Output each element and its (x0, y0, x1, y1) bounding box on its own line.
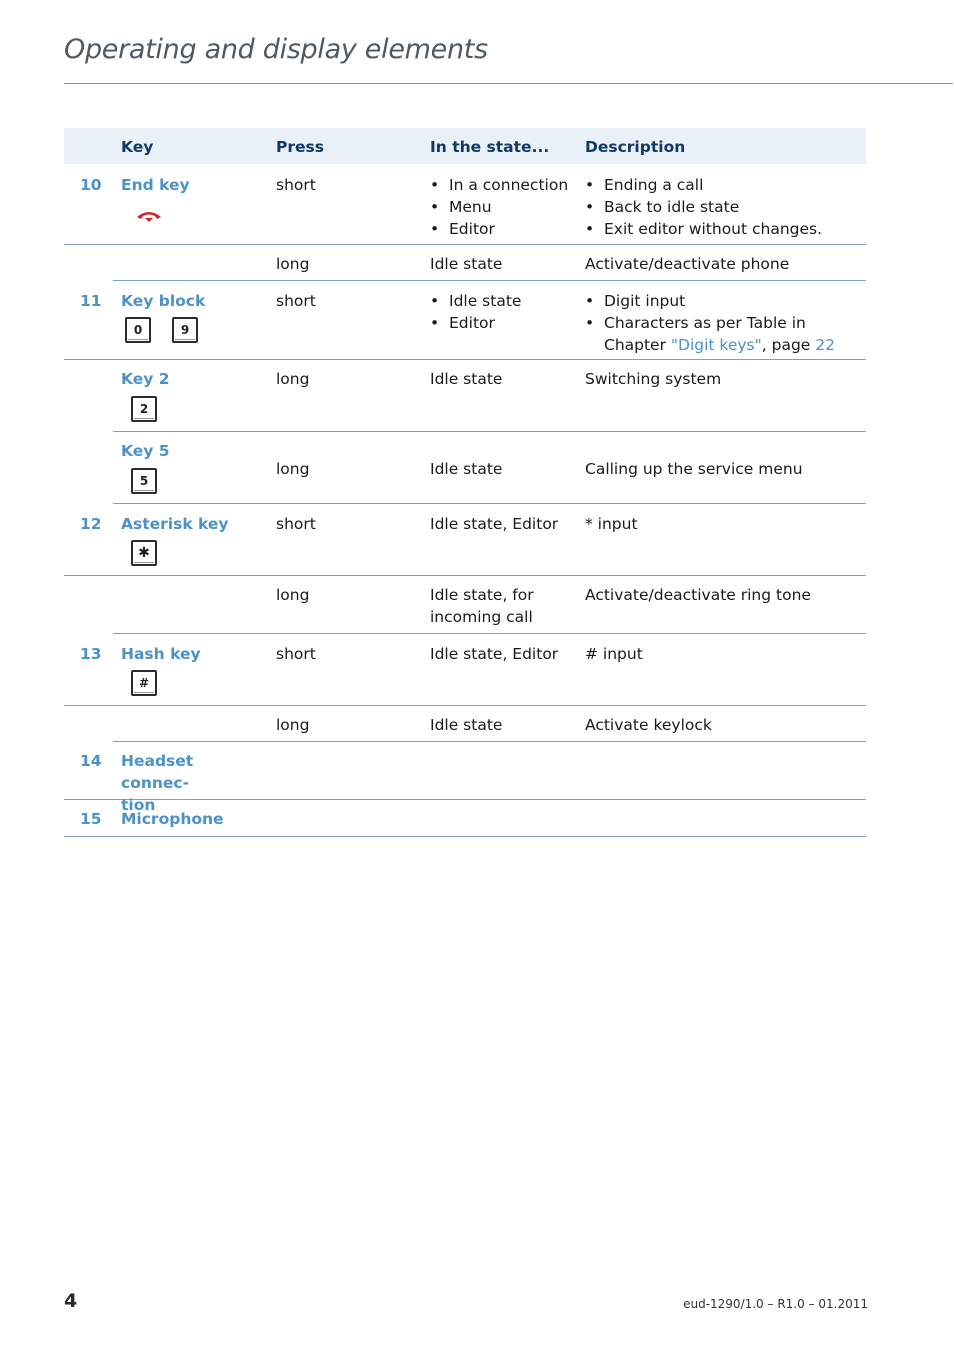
row-number: 15 (80, 810, 102, 828)
press-type: long (276, 586, 310, 604)
key-5-icon: 5 (131, 468, 157, 494)
press-type: long (276, 716, 310, 734)
press-type: long (276, 460, 310, 478)
hash-key-icon: # (131, 670, 157, 696)
press-type: long (276, 255, 310, 273)
page-link[interactable]: 22 (815, 336, 835, 354)
description-text: # input (585, 645, 643, 663)
key-name: Key 5 (121, 442, 170, 460)
asterisk-key-icon: ✱ (131, 540, 157, 566)
press-type: short (276, 176, 316, 194)
description-text: Activate/deactivate phone (585, 255, 790, 273)
table-row (64, 281, 866, 360)
description-text: Activate keylock (585, 716, 712, 734)
description-list (585, 290, 870, 356)
table-header (64, 128, 866, 164)
key-name: Key block (121, 292, 206, 310)
state-item: • Editor (430, 312, 575, 334)
key-name: Headset connec- tion (121, 752, 194, 814)
state-text: Idle state, Editor (430, 645, 559, 663)
page-number: 4 (64, 1290, 78, 1312)
state-text: Idle state (430, 716, 503, 734)
key-0-icon: 0 (125, 317, 151, 343)
key-name: Asterisk key (121, 515, 229, 533)
table-row (113, 706, 866, 742)
key-name: Key 2 (121, 370, 170, 388)
description-text: , page (761, 336, 816, 354)
key-name: Microphone (121, 810, 224, 828)
state-text: Idle state, for incoming call (430, 586, 534, 626)
table-row (64, 634, 866, 706)
description-item: • Exit editor without changes. (585, 218, 870, 240)
key-name: End key (121, 176, 190, 194)
press-type: short (276, 292, 316, 310)
header-press: Press (276, 138, 324, 156)
state-item: • Editor (430, 218, 575, 240)
description-item: • Ending a call (585, 174, 870, 196)
state-text: Idle state, Editor (430, 515, 559, 533)
description-text: Characters as per Table in Chapter (604, 314, 806, 354)
table-row (113, 576, 866, 634)
state-list (430, 174, 575, 240)
row-number: 10 (80, 176, 102, 194)
description-list (585, 174, 870, 240)
press-type: short (276, 645, 316, 663)
press-type: short (276, 515, 316, 533)
header-state: In the state... (430, 138, 550, 156)
table-row (64, 800, 866, 837)
table-row (113, 360, 866, 432)
description-text: * input (585, 515, 638, 533)
digit-keys-link[interactable]: "Digit keys" (670, 336, 762, 354)
state-text: Idle state (430, 460, 503, 478)
state-text: Idle state (430, 255, 503, 273)
table-row (64, 164, 866, 245)
state-text: Idle state (430, 370, 503, 388)
state-item: • Idle state (430, 290, 575, 312)
header-key: Key (121, 138, 154, 156)
description-text: Calling up the service menu (585, 460, 803, 478)
key-name: Hash key (121, 645, 201, 663)
row-number: 11 (80, 292, 102, 310)
key-table (64, 128, 866, 837)
page-title: Operating and display elements (64, 34, 488, 65)
state-item: • Menu (430, 196, 575, 218)
press-type: long (276, 370, 310, 388)
description-item: • Back to idle state (585, 196, 870, 218)
title-rule (64, 83, 953, 84)
description-item (585, 312, 870, 356)
table-row (64, 742, 866, 814)
document-id: eud-1290/1.0 – R1.0 – 01.2011 (683, 1297, 868, 1311)
end-call-icon (134, 208, 164, 224)
header-description: Description (585, 138, 686, 156)
table-row (113, 432, 866, 504)
key-9-icon: 9 (172, 317, 198, 343)
row-number: 14 (80, 752, 102, 770)
row-number: 12 (80, 515, 102, 533)
description-text: Activate/deactivate ring tone (585, 586, 811, 604)
state-item: • In a connection (430, 174, 575, 196)
table-row (113, 245, 866, 281)
table-row (64, 504, 866, 576)
row-number: 13 (80, 645, 102, 663)
state-list (430, 290, 575, 334)
description-item: • Digit input (585, 290, 870, 312)
key-2-icon: 2 (131, 396, 157, 422)
description-text: Switching system (585, 370, 722, 388)
